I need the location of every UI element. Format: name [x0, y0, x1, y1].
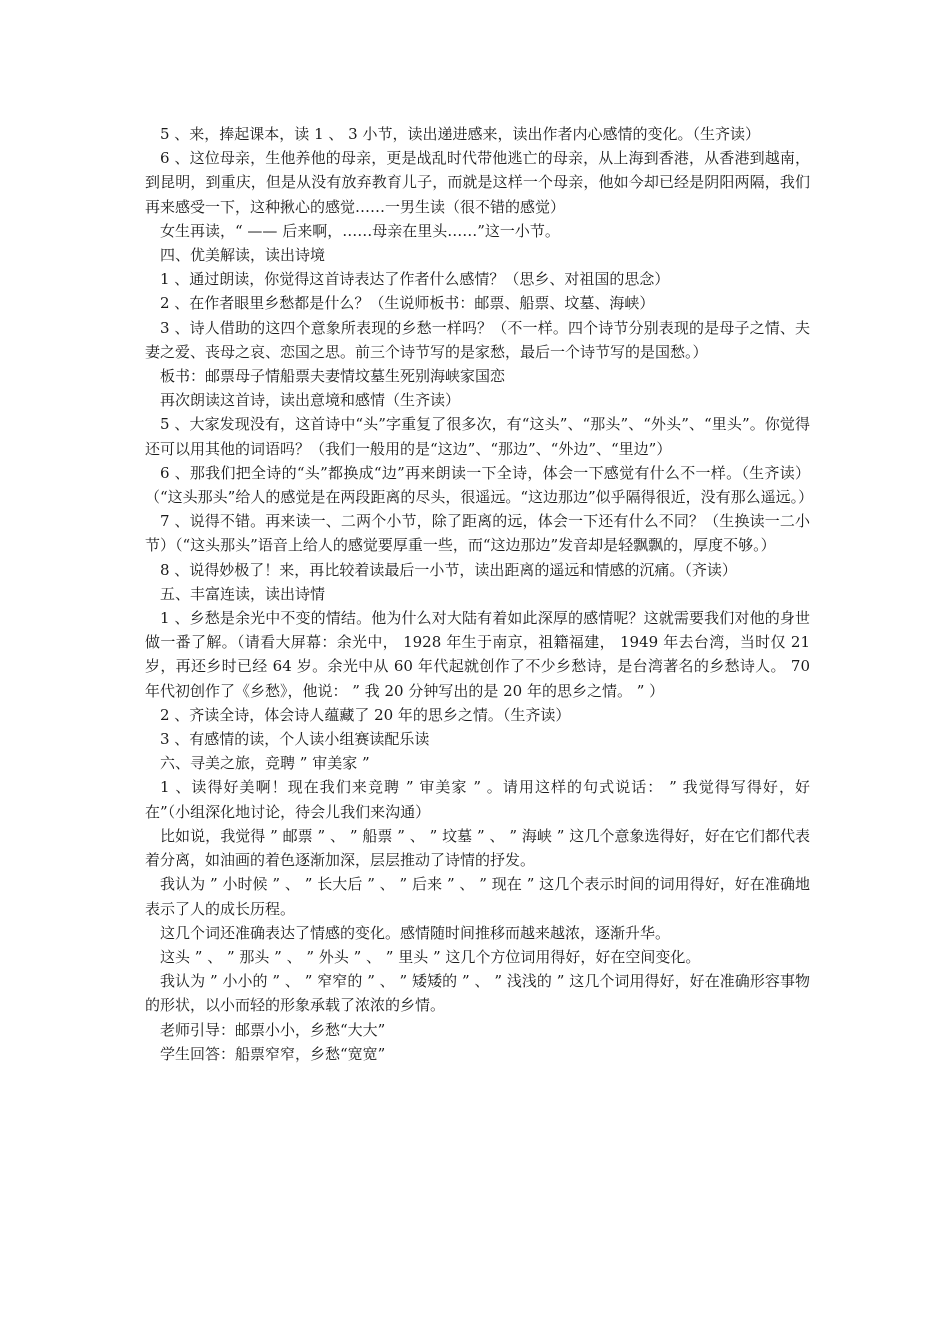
paragraph: 1 、通过朗读，你觉得这首诗表达了作者什么感情？（思乡、对祖国的思念） [160, 270, 670, 289]
paragraph: 5 、大家发现没有，这首诗中“头”字重复了很多次，有“这头”、“那头”、“外头”、“里头”。你觉得还可以用其他的词语吗？（我们一般用的是“这边”、“那边”、“外边”、“里边”） [145, 415, 810, 458]
paragraph: 再次朗读这首诗，读出意境和感情（生齐读） [160, 391, 461, 410]
paragraph: 2 、齐读全诗，体会诗人蕴藏了 20 年的思乡之情。（生齐读） [160, 705, 571, 724]
paragraph: 这几个词还准确表达了情感的变化。感情随时间推移而越来越浓，逐渐升华。 [160, 923, 671, 942]
paragraph: 2 、在作者眼里乡愁都是什么？（生说师板书：邮票、船票、坟墓、海峡） [160, 294, 655, 313]
section-heading: 六、寻美之旅，竞聘 ” 审美家 ” [160, 754, 370, 773]
paragraph: 板书：邮票母子情船票夫妻情坟墓生死别海峡家国恋 [160, 367, 506, 386]
paragraph: 3 、诗人借助的这四个意象所表现的乡愁一样吗？（不一样。四个诗节分别表现的是母子之情、夫妻之爱、丧母之哀、恋国之思。前三个诗节写的是家愁，最后一个诗节写的是国愁。） [145, 318, 810, 361]
paragraph: 3 、有感情的读，个人读小组赛读配乐读 [160, 730, 430, 749]
paragraph: 8 、说得妙极了！来，再比较着读最后一小节，读出距离的遥远和情感的沉痛。（齐读） [160, 560, 737, 579]
document-body [145, 122, 814, 1066]
paragraph: 女生再读，“ —— 后来啊，……母亲在里头……”这一小节。 [160, 221, 560, 240]
paragraph: 1 、读得好美啊！现在我们来竞聘 ” 审美家 ” 。请用这样的句式说话： ” 我觉得写得好，好在”（小组深化地讨论，待会儿我们来沟通） [145, 778, 810, 821]
paragraph: 这头 ” 、 ” 那头 ” 、 ” 外头 ” 、 ” 里头 ” 这几个方位词用得好，好在空间变化。 [160, 947, 701, 966]
paragraph: 7 、说得不错。再来读一、二两个小节，除了距离的远，体会一下还有什么不同？（生换读一二小节）（“这头那头”语音上给人的感觉要厚重一些，而“这边那边”发音却是轻飘飘的，厚度不够。） [145, 512, 810, 555]
paragraph: 5 、来，捧起课本，读 1 、 3 小节，读出递进感来，读出作者内心感情的变化。（生齐读） [160, 125, 760, 143]
paragraph: 学生回答：船票窄窄，乡愁“宽宽” [160, 1044, 386, 1063]
section-heading: 五、丰富连读，读出诗情 [160, 584, 326, 603]
paragraph: 比如说，我觉得 ” 邮票 ” 、 ” 船票 ” 、 ” 坟墓 ” 、 ” 海峡 ” 这几个意象选得好，好在它们都代表着分离，如油画的着色逐渐加深，层层推动了诗情的抒发。 [145, 826, 810, 870]
paragraph: 我认为 ” 小小的 ” 、 ” 窄窄的 ” 、 ” 矮矮的 ” 、 ” 浅浅的 ” 这几个词用得好，好在准确形容事物的形状，以小而轻的形象承载了浓浓的乡情。 [145, 972, 810, 1015]
paragraph: 6 、这位母亲，生他养他的母亲，更是战乱时代带他逃亡的母亲，从上海到香港，从香港到越南，到昆明，到重庆，但是从没有放弃教育儿子，而就是这样一个母亲，他如今却已经是阴阳两隔，我们再来感受一下，这种揪心的感觉……一男生读（很不错的感觉） [145, 149, 810, 216]
section-heading: 四、优美解读，读出诗境 [160, 246, 326, 265]
paragraph: 老师引导：邮票小小，乡愁“大大” [160, 1020, 386, 1039]
paragraph: 我认为 ” 小时候 ” 、 ” 长大后 ” 、 ” 后来 ” 、 ” 现在 ” 这几个表示时间的词用得好，好在准确地表示了人的成长历程。 [145, 875, 810, 918]
paragraph: 1 、乡愁是余光中不变的情结。他为什么对大陆有着如此深厚的感情呢？这就需要我们对他的身世做一番了解。（请看大屏幕：余光中， 1928 年生于南京，祖籍福建， 1949 年去台湾，当时仅 21 岁，再还乡时已经 64 岁。余光中从 60 年代起就创作了不少乡愁诗，是台湾著名的乡愁诗人。 70 年代初创作了《乡愁》，他说： ” 我 20 分钟写出的是 20 年的思乡之情。 ” ） [145, 609, 810, 700]
paragraph: 6 、那我们把全诗的“头”都换成“边”再来朗读一下全诗，体会一下感觉有什么不一样。（生齐读）（“这头那头”给人的感觉是在两段距离的尽头，很遥远。“这边那边”似乎隔得很近，没有那么遥远。） [145, 463, 814, 507]
